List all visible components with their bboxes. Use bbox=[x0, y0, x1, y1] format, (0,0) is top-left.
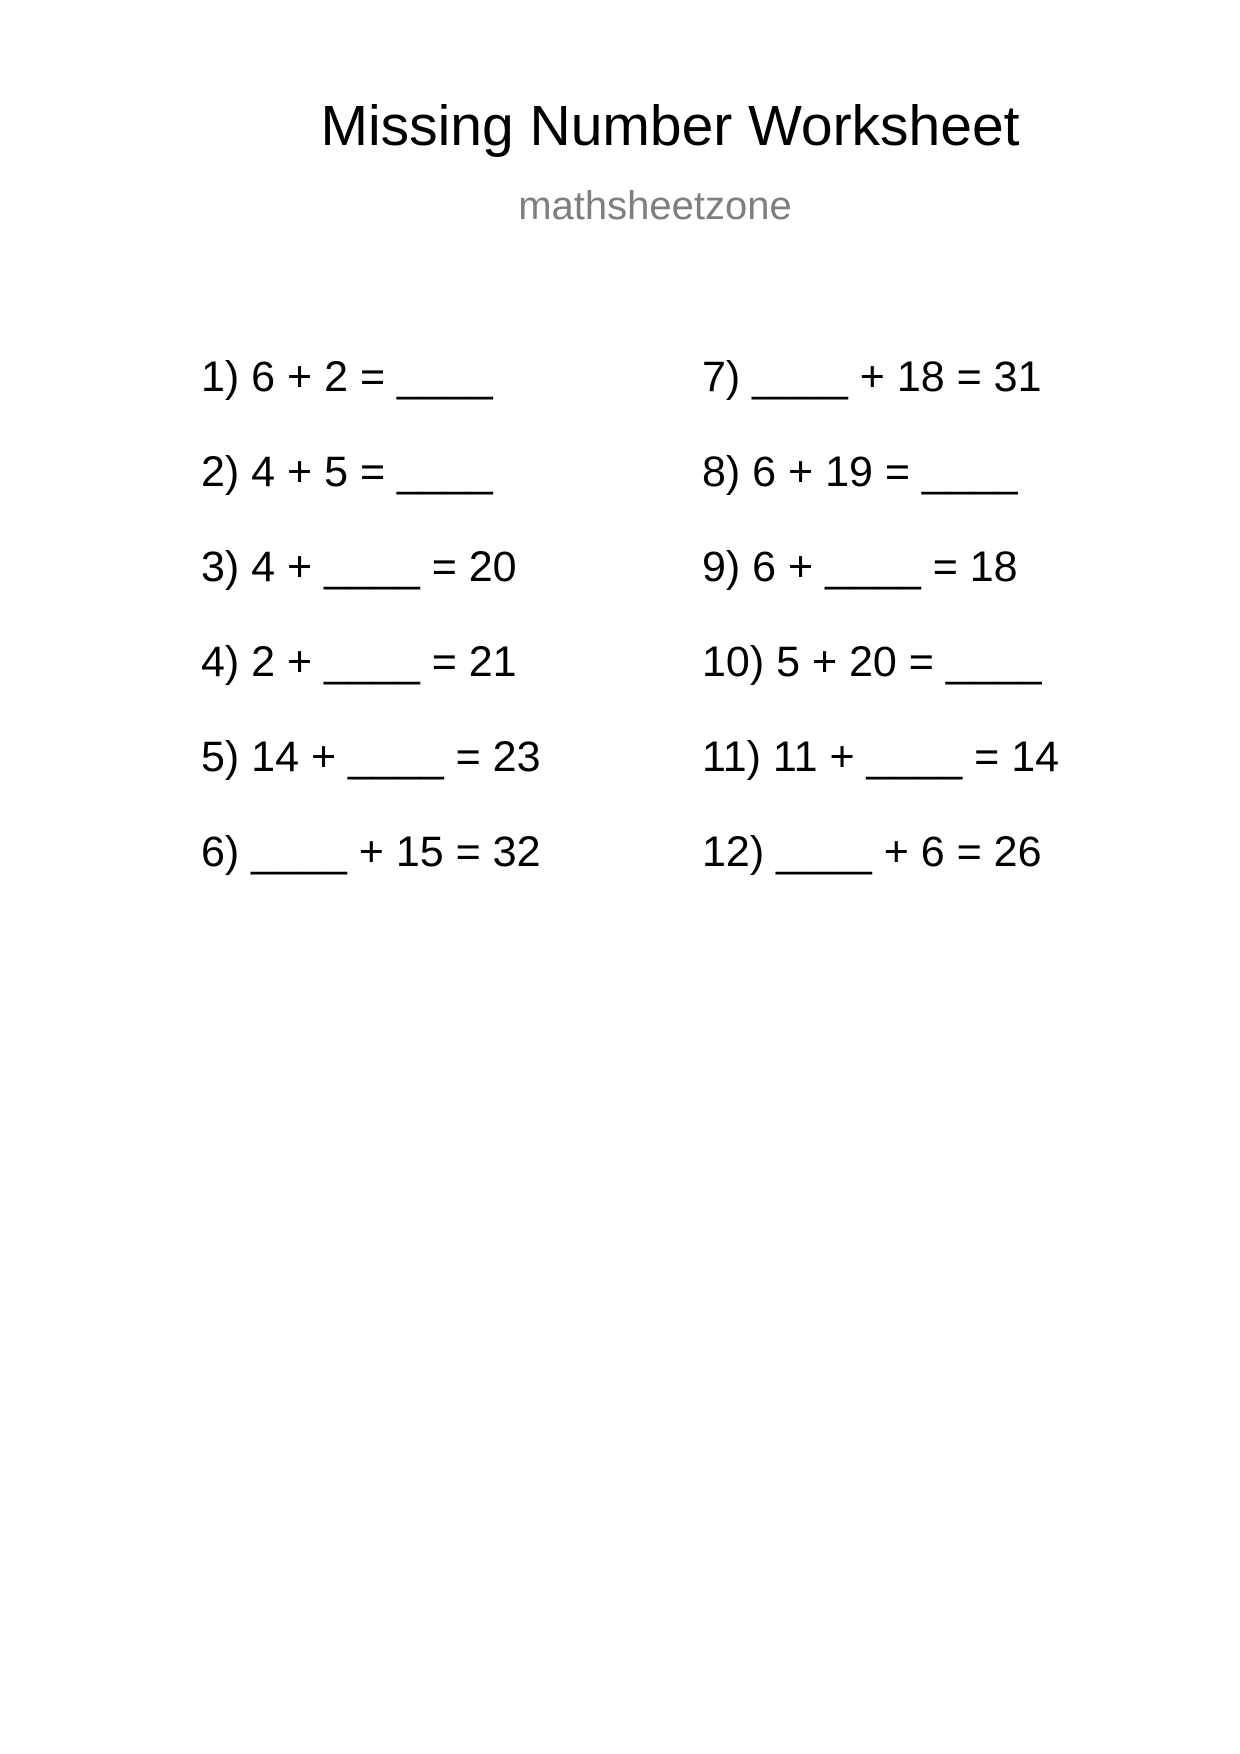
problem-8: 8) 6 + 19 = ____ bbox=[702, 448, 1018, 496]
problem-1: 1) 6 + 2 = ____ bbox=[201, 353, 493, 401]
problem-9: 9) 6 + ____ = 18 bbox=[702, 543, 1018, 591]
problem-2: 2) 4 + 5 = ____ bbox=[201, 448, 493, 496]
problem-7: 7) ____ + 18 = 31 bbox=[702, 353, 1042, 401]
problem-3: 3) 4 + ____ = 20 bbox=[201, 543, 517, 591]
problem-11: 11) 11 + ____ = 14 bbox=[702, 733, 1060, 781]
problem-6: 6) ____ + 15 = 32 bbox=[201, 828, 541, 876]
problem-5: 5) 14 + ____ = 23 bbox=[201, 733, 541, 781]
worksheet-subtitle: mathsheetzone bbox=[518, 184, 792, 228]
problem-4: 4) 2 + ____ = 21 bbox=[201, 638, 517, 686]
problem-12: 12) ____ + 6 = 26 bbox=[702, 828, 1042, 876]
worksheet-title: Missing Number Worksheet bbox=[320, 94, 1020, 158]
problem-10: 10) 5 + 20 = ____ bbox=[702, 638, 1042, 686]
